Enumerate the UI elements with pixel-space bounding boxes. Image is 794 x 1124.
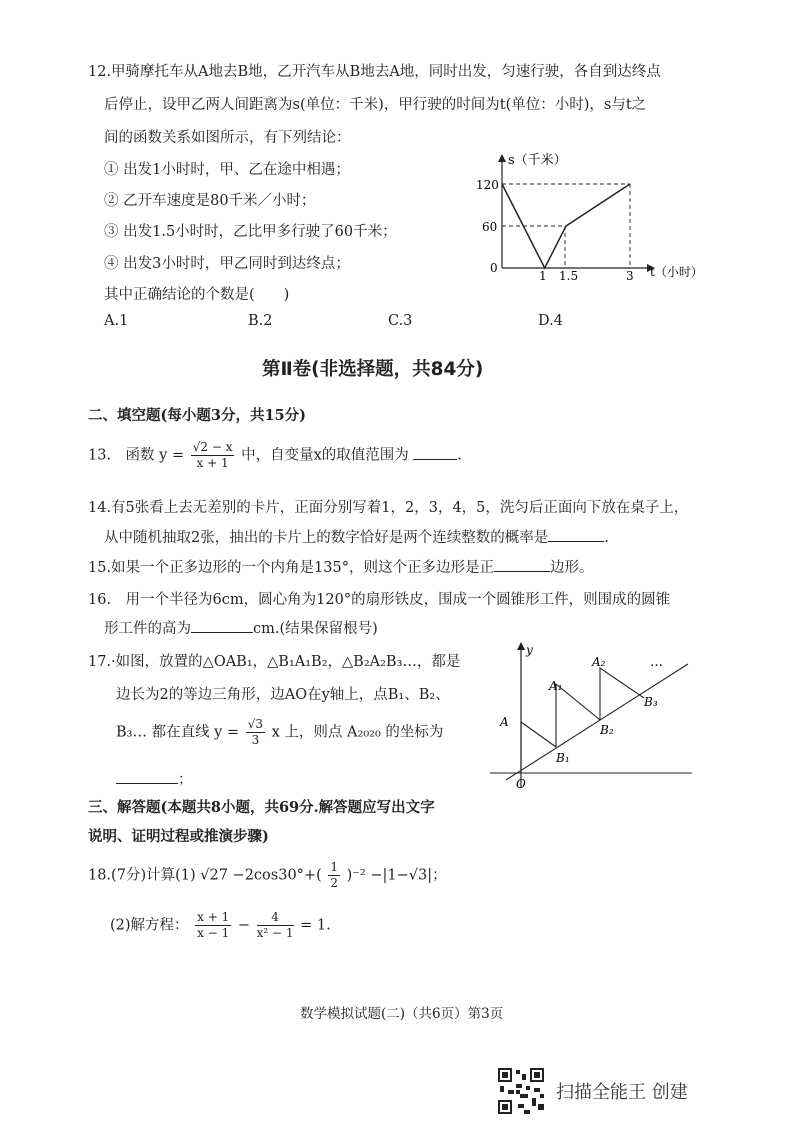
q12-option-b: B.2 bbox=[248, 313, 273, 329]
q12-statement-1: ① 出发1小时时，甲、乙在途中相遇； bbox=[104, 162, 350, 178]
solve-heading-line-1: 三、解答题(本题共8小题，共69分.解答题应写出文字 bbox=[88, 799, 435, 816]
q14-answer-blank[interactable] bbox=[548, 541, 604, 542]
q18-part1-a: 18.(7分)计算(1) √27 −2cos30°+( bbox=[88, 867, 322, 884]
q14-line-1: 14.有5张看上去无差别的卡片，正面分别写着1，2，3，4，5，洗匀后正面向下放在桌子上， bbox=[88, 500, 689, 516]
line-y-eq-sqrt3-over-3-x bbox=[506, 664, 688, 780]
q13-denominator: x + 1 bbox=[196, 456, 229, 470]
fig-A2-label: A₂ bbox=[592, 655, 606, 669]
q12-option-c: C.3 bbox=[388, 313, 413, 329]
t-tick-1-5: 1.5 bbox=[559, 269, 579, 283]
fig-A-label: A bbox=[500, 715, 509, 729]
q18-fraction-2 bbox=[257, 910, 294, 941]
question-13 bbox=[88, 440, 462, 471]
q16-line-2 bbox=[104, 617, 378, 638]
q18-fraction-1 bbox=[195, 910, 231, 941]
q18-part2-b: = 1. bbox=[300, 917, 331, 934]
q18-f1-den: x − 1 bbox=[197, 926, 230, 940]
section-2-title: 第Ⅱ卷(非选择题，共84分) bbox=[262, 359, 484, 380]
q17-line-1: 17.·如图，放置的△OAB₁，△B₁A₁B₂，△B₂A₂B₃…，都是 bbox=[88, 654, 461, 670]
q13-suffix: 中，自变量x的取值范围为 bbox=[241, 447, 409, 464]
q14-text: 从中随机抽取2张，抽出的卡片上的数字恰好是两个连续整数的概率是 bbox=[104, 530, 549, 546]
origin-label: 0 bbox=[490, 261, 498, 275]
q18-f2-den: x² − 1 bbox=[256, 926, 294, 940]
q15-text: 15.如果一个正多边形的一个内角是135°，则这个正多边形是正 bbox=[88, 560, 494, 576]
q18-part1-b: )⁻² −|1−√3|； bbox=[346, 867, 447, 884]
q17-line-2: 边长为2的等边三角形，边AO在y轴上，点B₁、B₂、 bbox=[116, 687, 450, 703]
q13-end: . bbox=[457, 447, 462, 464]
fig-ellipsis: … bbox=[650, 655, 663, 670]
q17-line-3 bbox=[116, 717, 443, 748]
s-axis-arrow bbox=[498, 154, 506, 162]
q12-option-d: D.4 bbox=[538, 313, 563, 329]
q18-f1-num: x + 1 bbox=[197, 910, 230, 924]
q15-answer-blank[interactable] bbox=[494, 571, 550, 572]
s-tick-60: 60 bbox=[482, 220, 498, 234]
q12-distance-time-graph bbox=[472, 148, 712, 288]
question-15 bbox=[88, 556, 593, 577]
q17-line3-a: B₃… 都在直线 y = bbox=[116, 724, 240, 741]
q12-question: 其中正确结论的个数是( ) bbox=[104, 287, 290, 303]
q18-minus: − bbox=[237, 917, 251, 934]
q17-answer-blank[interactable] bbox=[116, 783, 178, 784]
q16-end: cm.(结果保留根号) bbox=[253, 621, 378, 637]
q18-half-fraction bbox=[328, 860, 340, 891]
q12-statement-3: ③ 出发1.5小时时，乙比甲多行驶了60千米； bbox=[104, 224, 397, 240]
q18-part2-a: (2)解方程： bbox=[110, 917, 189, 934]
qr-code-icon bbox=[496, 1066, 546, 1116]
q16-answer-blank[interactable] bbox=[191, 632, 253, 633]
fig-B2-label: B₂ bbox=[600, 723, 614, 737]
fig-B1-label: B₁ bbox=[556, 751, 570, 765]
q16-text: 形工件的高为 bbox=[104, 621, 191, 637]
triangle-OAB1 bbox=[521, 722, 556, 770]
q13-answer-blank[interactable] bbox=[413, 459, 457, 460]
q17-line3-b: x 上，则点 A₂₀₂₀ 的坐标为 bbox=[271, 724, 444, 741]
q15-end: 边形。 bbox=[549, 560, 594, 576]
q17-slope-den: 3 bbox=[251, 733, 260, 747]
fig-O-label: O bbox=[516, 777, 526, 790]
y-axis-arrow bbox=[517, 642, 525, 650]
q18-half-den: 2 bbox=[330, 876, 338, 890]
q13-y-eq: y = bbox=[159, 447, 185, 464]
q14-end: . bbox=[604, 530, 609, 546]
q13-numerator: √2 − x bbox=[192, 440, 233, 454]
t-tick-3: 3 bbox=[626, 269, 634, 283]
fill-in-heading: 二、填空题(每小题3分，共15分) bbox=[88, 407, 306, 424]
q17-triangle-figure bbox=[486, 640, 696, 790]
solve-heading-line-2: 说明、证明过程或推演步骤) bbox=[88, 828, 269, 845]
triangle-B2A2B3 bbox=[600, 668, 644, 720]
q17-line-4 bbox=[116, 768, 193, 789]
q18-f2-num: 4 bbox=[257, 910, 294, 926]
t-axis-label: t（小时） bbox=[650, 265, 703, 279]
q18-part-2 bbox=[110, 910, 331, 941]
t-tick-1: 1 bbox=[539, 269, 547, 283]
q14-line-2 bbox=[104, 526, 609, 547]
q18-half-num: 1 bbox=[330, 860, 338, 874]
page-footer: 数学模拟试题(二)（共6页）第3页 bbox=[300, 1006, 504, 1022]
q12-line-3: 间的函数关系如图所示，有下列结论： bbox=[104, 130, 351, 146]
q12-option-a: A.1 bbox=[104, 313, 129, 329]
s-axis-label: s（千米） bbox=[508, 153, 567, 168]
fig-y-label: y bbox=[526, 643, 533, 657]
s-tick-120: 120 bbox=[476, 178, 499, 192]
scanner-brand-watermark: 扫描全能王 创建 bbox=[556, 1082, 688, 1103]
distance-series-line bbox=[502, 184, 630, 268]
q12-statement-2: ② 乙开车速度是80千米／小时； bbox=[104, 193, 316, 209]
fig-B3-label: B₃ bbox=[644, 695, 658, 709]
q18-part-1 bbox=[88, 860, 447, 891]
q12-line-1: 12.甲骑摩托车从A地去B地，乙开汽车从B地去A地，同时出发，匀速行驶，各自到达终点 bbox=[88, 64, 661, 80]
q17-end: ； bbox=[178, 772, 193, 788]
triangle-B1A1B2 bbox=[556, 684, 600, 747]
q16-line-1: 16. 用一个半径为6cm，圆心角为120°的扇形铁皮，围成一个圆锥形工件，则围成的圆锥 bbox=[88, 592, 671, 608]
q12-line-2: 后停止，设甲乙两人间距离为s(单位：千米)，甲行驶的时间为t(单位：小时)，s与t之 bbox=[104, 97, 647, 113]
q13-prefix: 13. 函数 bbox=[88, 447, 155, 464]
q13-fraction bbox=[191, 440, 235, 471]
q17-slope-fraction bbox=[246, 717, 265, 748]
fig-A1-label: A₁ bbox=[549, 679, 563, 693]
q17-slope-num: √3 bbox=[247, 717, 264, 731]
q12-statement-4: ④ 出发3小时时，甲乙同时到达终点； bbox=[104, 256, 350, 272]
